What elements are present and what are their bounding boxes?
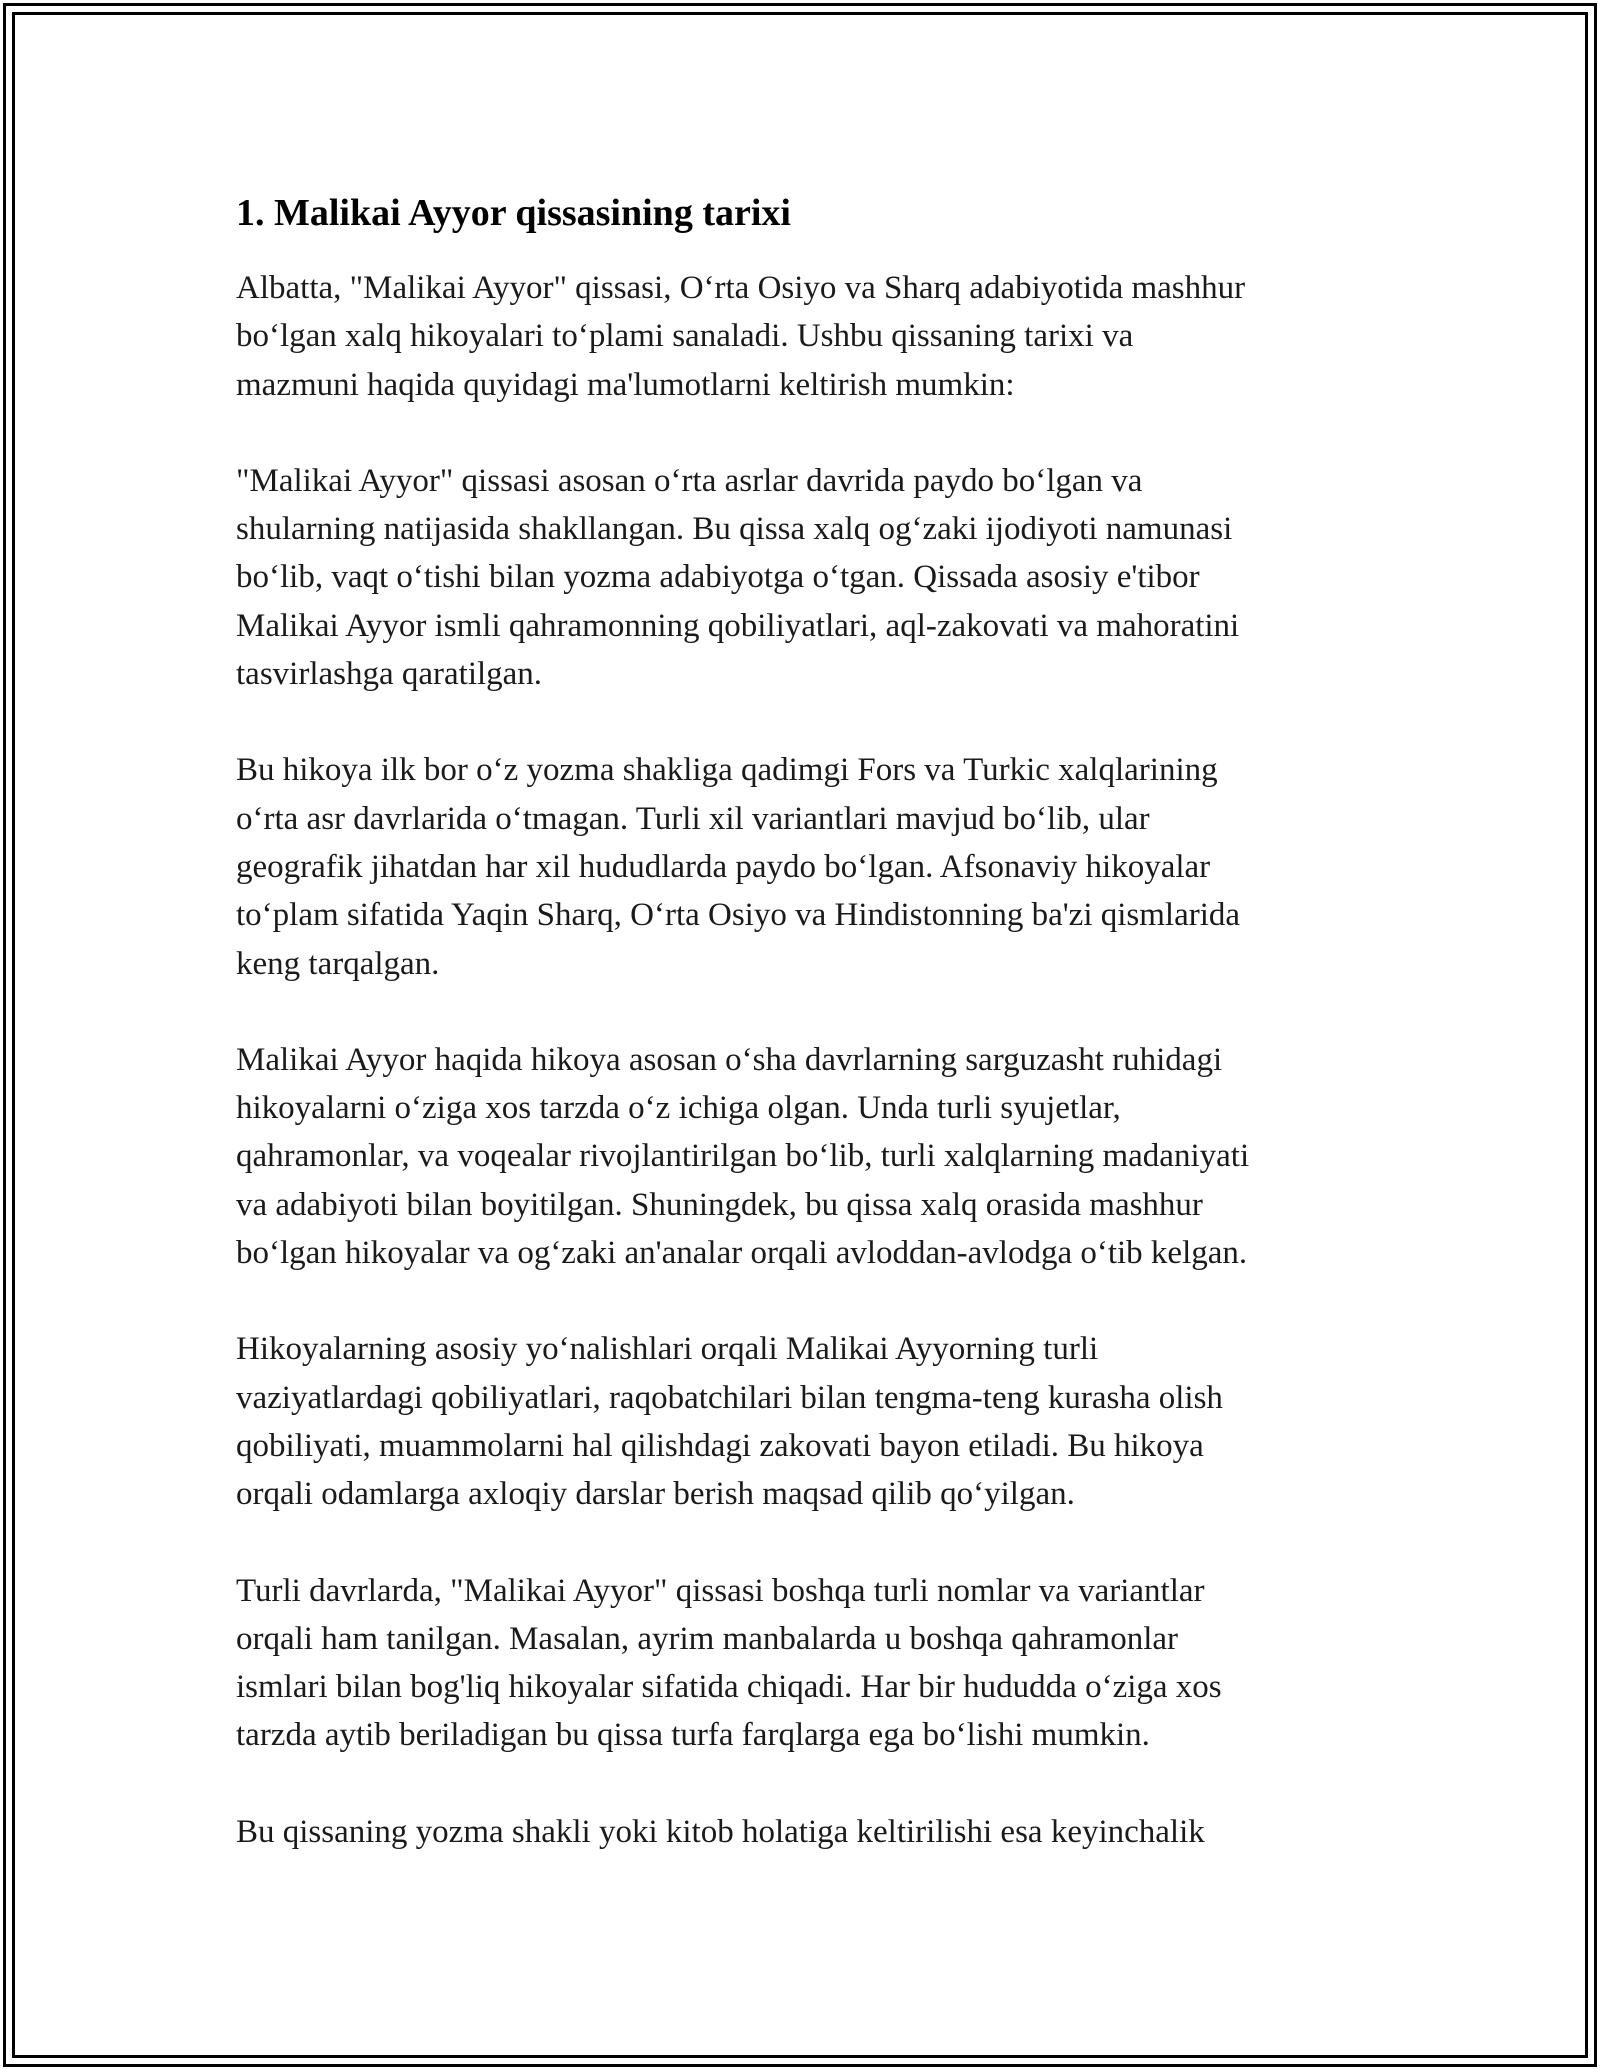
text-line: Hikoyalarning asosiy yo‘nalishlari orqali Malikai Ayyorning turli: [236, 1331, 1099, 1368]
text-line: Bu hikoya ilk bor o‘z yozma shakliga qadimgi Fors va Turkic xalqlarining: [236, 752, 1218, 789]
text-line: bo‘lgan hikoyalar va og‘zaki an'analar orqali avloddan-avlodga o‘tib kelgan.: [236, 1235, 1248, 1272]
text-line: orqali odamlarga axloqiy darslar berish maqsad qilib qo‘yilgan.: [236, 1476, 1075, 1513]
text-line: to‘plam sifatida Yaqin Sharq, O‘rta Osiyo va Hindistonning ba'zi qismlarida: [236, 897, 1241, 934]
text-line: orqali ham tanilgan. Masalan, ayrim manbalarda u boshqa qahramonlar: [236, 1620, 1179, 1657]
text-line: bo‘lib, vaqt o‘tishi bilan yozma adabiyotga o‘tgan. Qissada asosiy e'tibor: [236, 559, 1200, 596]
text-line: tasvirlashga qaratilgan.: [236, 656, 543, 693]
text-line: Albatta, "Malikai Ayyor" qissasi, O‘rta Osiyo va Sharq adabiyotida mashhur: [236, 270, 1246, 306]
text-line: o‘rta asr davrlarida o‘tmagan. Turli xil variantlari mavjud bo‘lib, ular: [236, 800, 1150, 837]
text-line: Malikai Ayyor ismli qahramonning qobiliyatlari, aql-zakovati va mahoratini: [236, 607, 1240, 644]
text-line: vaziyatlardagi qobiliyatlari, raqobatchilari bilan tengma-teng kurasha olish: [236, 1379, 1223, 1416]
text-line: bo‘lgan xalq hikoyalari to‘plami sanaladi. Ushbu qissaning tarixi va: [236, 318, 1134, 355]
paragraph-5: [236, 1325, 1376, 1518]
paragraph-3: [236, 746, 1376, 987]
section-heading: 1. Malikai Ayyor qissasining tarixi: [236, 192, 791, 234]
text-line: geografik jihatdan har xil hududlarda paydo bo‘lgan. Afsonaviy hikoyalar: [236, 848, 1211, 885]
paragraph-1: [236, 264, 1376, 409]
text-line: qahramonlar, va voqealar rivojlantirilgan bo‘lib, turli xalqlarning madaniyati: [236, 1138, 1250, 1175]
text-line: shularning natijasida shakllangan. Bu qissa xalq og‘zaki ijodiyoti namunasi: [236, 511, 1233, 548]
text-line: mazmuni haqida quyidagi ma'lumotlarni keltirish mumkin:: [236, 366, 1015, 403]
paragraph-4: [236, 1036, 1376, 1277]
text-line: Malikai Ayyor haqida hikoya asosan o‘sha davrlarning sarguzasht ruhidagi: [236, 1041, 1223, 1078]
text-line: "Malikai Ayyor" qissasi asosan o‘rta asrlar davrida paydo bo‘lgan va: [236, 462, 1143, 499]
paragraph-7: [236, 1808, 1376, 1856]
document-body: [236, 187, 1376, 1904]
paragraph-6: [236, 1567, 1376, 1760]
text-line: ismlari bilan bog'liq hikoyalar sifatida chiqadi. Har bir hududda o‘ziga xos: [236, 1669, 1222, 1706]
paragraph-2: [236, 457, 1376, 698]
text-line: qobiliyati, muammolarni hal qilishdagi zakovati bayon etiladi. Bu hikoya: [236, 1427, 1204, 1464]
text-line: Bu qissaning yozma shakli yoki kitob holatiga keltirilishi esa keyinchalik: [236, 1813, 1205, 1850]
text-line: hikoyalarni o‘ziga xos tarzda o‘z ichiga olgan. Unda turli syujetlar,: [236, 1090, 1121, 1127]
text-line: keng tarqalgan.: [236, 945, 440, 982]
text-line: Turli davrlarda, "Malikai Ayyor" qissasi boshqa turli nomlar va variantlar: [236, 1572, 1205, 1609]
text-line: va adabiyoti bilan boyitilgan. Shuningdek, bu qissa xalq orasida mashhur: [236, 1186, 1203, 1223]
text-line: tarzda aytib beriladigan bu qissa turfa farqlarga ega bo‘lishi mumkin.: [236, 1717, 1150, 1754]
